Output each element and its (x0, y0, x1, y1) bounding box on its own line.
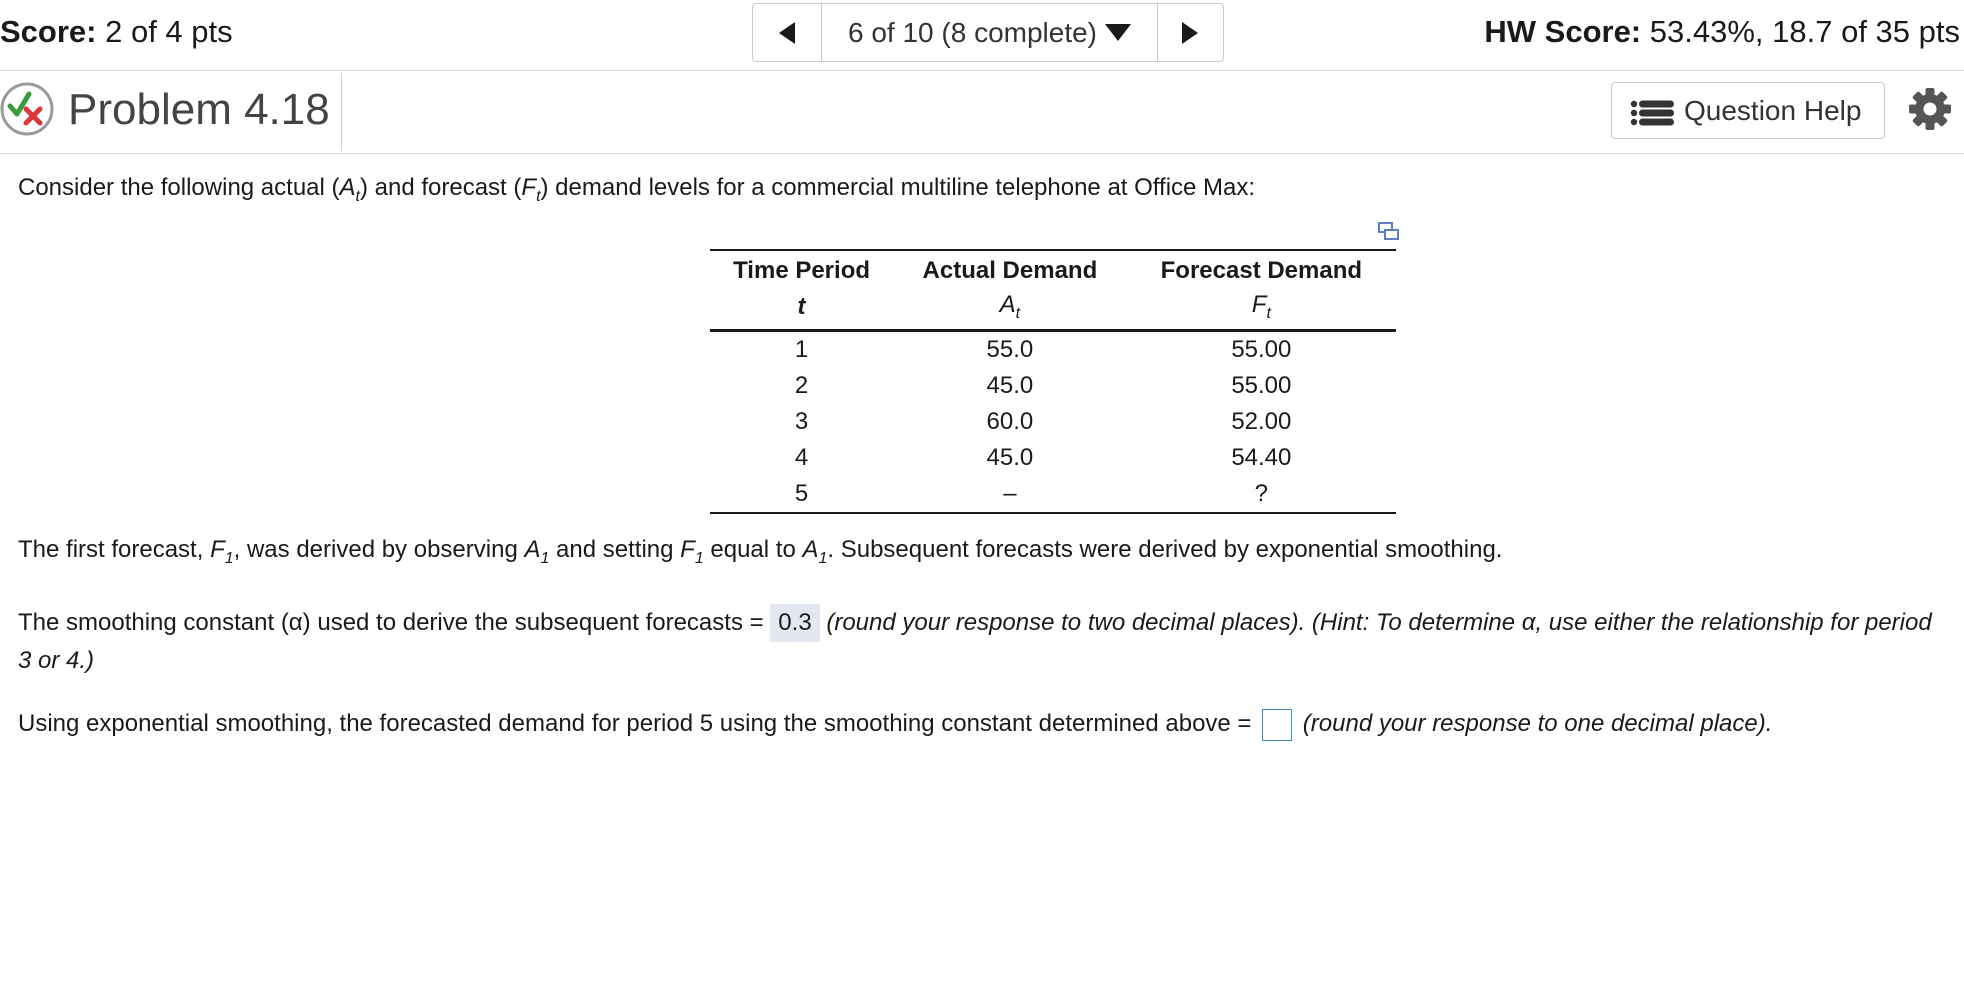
hw-score (1484, 14, 1960, 50)
cell-forecast: ? (1254, 480, 1269, 507)
cell-period: 4 (794, 444, 809, 471)
smoothing-constant-answer[interactable]: 0.3 (770, 604, 819, 642)
next-question-button[interactable] (1158, 4, 1223, 61)
p2-text-post: (round your response to two decimal places). (Hint: To determine α, use either the relationship for period 3 or 4.) (18, 609, 1932, 674)
table-row (710, 476, 1396, 513)
p3-text-post: (round your response to one decimal place). (1296, 710, 1773, 737)
cell-actual: 45.0 (986, 372, 1034, 399)
cell-actual: 60.0 (986, 408, 1034, 435)
header-forecast-demand: Forecast Demand (1160, 257, 1363, 284)
previous-question-button[interactable] (753, 4, 822, 61)
subheader-f: $F_t$ (1251, 291, 1271, 322)
copy-table-icon[interactable] (1378, 222, 1400, 242)
problem-bar (0, 71, 1964, 154)
list-icon (1630, 100, 1674, 126)
header-actual-demand: Actual Demand (922, 257, 1098, 284)
question-help-label: Question Help (1684, 95, 1862, 126)
table-row (710, 440, 1396, 476)
forecast-period-5-paragraph (18, 706, 1772, 742)
smoothing-constant-paragraph (18, 604, 1938, 680)
intro-text-3: ) demand levels for a commercial multiline telephone at Office Max: (540, 174, 1256, 201)
table-row (710, 404, 1396, 440)
question-intro: Consider the following actual $(A_t)$ and forecast $(F_t)$ demand levels for a commercial multiline telephone at Office Max: (18, 174, 1256, 205)
first-forecast-paragraph: The first forecast, $F_1$, was derived by observing $A_1$ and setting $F_1$ equal to $A_1$. Subsequent forecasts were derived by exponential smoothing. (18, 536, 1503, 567)
intro-text-1: Consider the following actual ( (18, 174, 340, 201)
p1-text-c: and setting (549, 536, 681, 563)
check-x-partial-icon (0, 82, 54, 136)
cell-period: 3 (794, 408, 809, 435)
cell-period: 5 (794, 480, 809, 507)
p1-text-a: The first forecast, (18, 536, 211, 563)
dropdown-triangle-icon (1105, 24, 1131, 41)
cell-forecast: 55.00 (1231, 372, 1292, 399)
table-row (710, 331, 1396, 369)
demand-table (710, 249, 1396, 514)
score-value: 2 of 4 pts (105, 14, 233, 49)
p3-text-pre: Using exponential smoothing, the forecasted demand for period 5 using the smoothing constant determined above = (18, 710, 1259, 737)
p1-text-e: . Subsequent forecasts were derived by exponential smoothing. (827, 536, 1503, 563)
cell-forecast: 54.40 (1231, 444, 1292, 471)
score-label: Score: (0, 14, 97, 49)
hw-score-label: HW Score: (1484, 14, 1642, 49)
gear-icon[interactable] (1908, 87, 1952, 131)
question-selector[interactable] (822, 4, 1158, 61)
cell-forecast: 55.00 (1231, 336, 1292, 363)
score (0, 14, 233, 50)
p1-text-b: , was derived by observing (233, 536, 525, 563)
header-time-period: Time Period (733, 257, 871, 284)
p1-text-d: equal to (703, 536, 803, 563)
subheader-a: $A_t$ (999, 291, 1021, 322)
question-position: 6 of 10 (8 complete) (847, 17, 1098, 48)
hw-score-value: 53.43%, 18.7 of 35 pts (1649, 14, 1960, 49)
divider (341, 73, 342, 151)
intro-text-2: ) and forecast ( (359, 174, 522, 201)
question-help-button[interactable] (1611, 82, 1885, 139)
subheader-t: t (797, 293, 806, 320)
problem-title: Problem 4.18 (68, 85, 330, 134)
cell-forecast: 52.00 (1231, 408, 1292, 435)
cell-period: 2 (794, 372, 809, 399)
forecast-answer-input[interactable] (1262, 709, 1292, 741)
cell-period: 1 (794, 336, 809, 363)
question-navigator (752, 3, 1224, 62)
top-bar (0, 0, 1964, 71)
cell-actual: 55.0 (986, 336, 1034, 363)
cell-actual: 45.0 (986, 444, 1034, 471)
table-row (710, 368, 1396, 404)
cell-actual: – (1003, 480, 1017, 507)
p2-text-pre: The smoothing constant (α) used to derive the subsequent forecasts = (18, 609, 771, 636)
